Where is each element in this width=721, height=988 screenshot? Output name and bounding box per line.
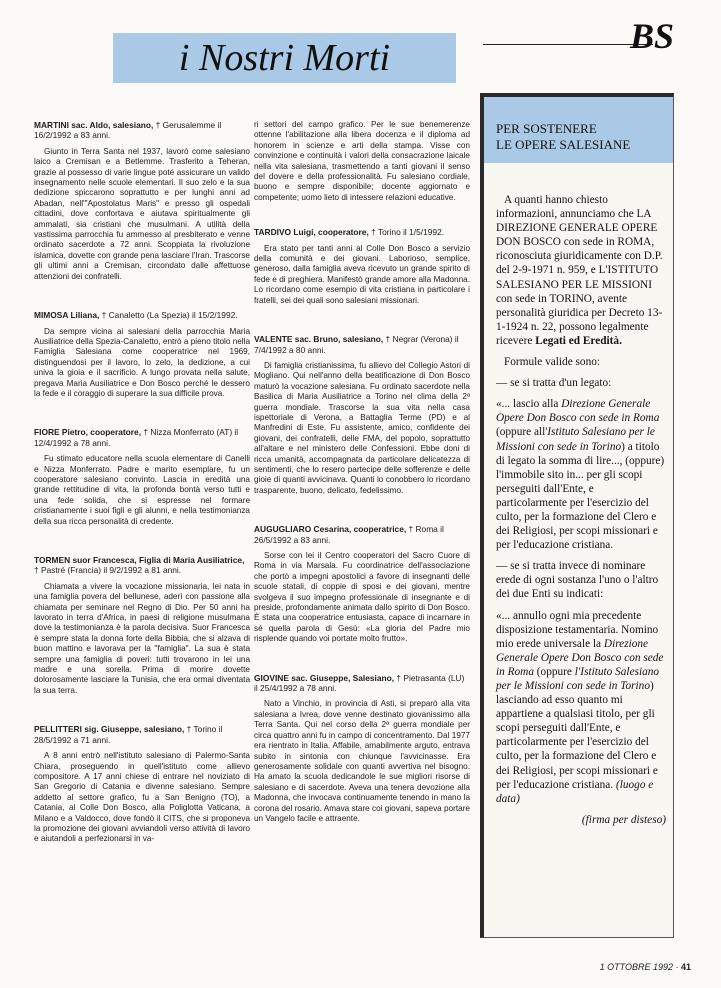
obituary-info: † Negrar (Verona) il 7/4/1992 a 80 anni. — [254, 334, 459, 355]
obituary-text: Era stato per tanti anni al Colle Don Bosco a servizio della comunità e dei giovani. Laborioso, semplice, generoso, dalla famiglia aveva ricevuto un grande spirito di fede e di preghiera. Manifestò grande amore alla Madonna. Lo ricordano come esempio di vita cristiana in particolare i fratelli, sei dei quali sono salesiani missionari. — [254, 243, 470, 305]
obituary-name: TARDIVO Luigi, cooperatore, — [254, 227, 369, 238]
legato-text-a: «... lascio alla — [496, 398, 562, 411]
obituary-name: MIMOSA Liliana, — [34, 310, 100, 321]
obituary-entry — [34, 555, 250, 696]
sidebar-intro-text: A quanti hanno chiesto informazioni, annunciamo che LA DIREZIONE GENERALE OPERE DON BOSCO con sede in ROMA, riconosciuta giuridicamente con D.P. del 2-9-1971 n. 959, e L'ISTITUTO SALESIANO PER LE MISSIONI con sede in TORINO, avente personalità giuridica per Decreto 13-1-1924 n. 22, possono legalmente ricevere — [496, 194, 663, 347]
obituary-heading — [34, 427, 250, 448]
obituary-entry — [254, 524, 470, 644]
obituary-text: Di famiglia cristianissima, fu allievo del Collegio Astori di Mogliano. Qui nell'anno della beatificazione di Don Bosco maturò la vocazione salesiana. Fu ordinato sacerdote nella Basilica di Maria Ausiliatrice a Torino nel clima della 2ª guerra mondiale. Trascorse la sua vita nella casa ispettoriale di Verona, a Battaglia Terme (PD) e al Manfredini di Este. Fu assistente, amico, confidente dei giovani, dei confratelli, delle FMA, del popolo, soprattutto all'altare e nel ministero delle Confessioni. Ebbe doni di ricca umanità, accompagnata da particolare delicatezza di sentimenti, che lo resero partecipe delle sofferenze e delle gioie di quanti avvicinava. Quanti lo conobbero lo ricordano trasparente, buono, delicato, fedelissimo. — [254, 360, 470, 495]
obituary-text: Giunto in Terra Santa nel 1937, lavorò come salesiano laico a Cremisan e a Betlemme. Trasferito a Teheran, grazie al possesso di varie lingue poté assicurare un valido insegnamento nelle scuole elementari. Il suo zelo e la sua dedizione spiccarono soprattutto e per lunghi anni ad Abadan, nell'"Apostolatus Maris" e presso gli ospedali cittadini, dove confortava e aiutava spiritualmente gli ammalati, sia cristiani che musulmani. A utilità della vastissima parrocchia fu ammesso al presbiterato e venne ordinato sacerdote a 72 anni. Scoppiata la rivoluzione islamica, dovette con grande pena lasciare l'Iran. Trascorse gli ultimi anni a Cremisan, circondato dalle affettuose attenzioni dei confratelli. — [34, 146, 250, 281]
obituary-name: PELLITTERI sig. Giuseppe, salesiano, — [34, 724, 185, 735]
erede-text-b: Direzione Generale Opere Don Bosco con sede in Roma — [496, 637, 664, 678]
obituary-info: † Torino il 28/5/1992 a 71 anni. — [34, 724, 223, 745]
obituary-entry — [34, 427, 250, 527]
footer-date: 1 OTTOBRE 1992 · — [599, 962, 681, 972]
obituary-heading — [254, 524, 470, 545]
obituary-info: † Pietrasanta (LU) il 25/4/1992 a 78 anni. — [254, 672, 465, 694]
header-rule — [483, 44, 653, 45]
obituary-heading — [34, 310, 250, 320]
erede-text-e: ) lasciando ad esso quanto mi appartiene a qualsiasi titolo, per gli scopi perseguiti dall'Ente, e particolarmente per l'esercizio del culto, per la formazione del Clero e dei Religiosi, per scopi missionari e per l'educazione cristiana. — [496, 680, 658, 791]
obituary-entry — [34, 120, 250, 282]
sidebar-signature: (firma per disteso) — [581, 813, 666, 826]
sidebar-legato-formula — [496, 397, 666, 552]
place-date: (luogo e data) — [496, 778, 654, 805]
obituary-text: Fu stimato educatore nella scuola elementare di Canelli e Nizza Monferrato. Padre e marito esemplare, fu un cooperatore salesiano convinto. Lascia in eredità una grande rettitudine di vita, la profonda bontà verso tutti e una fede solida, che si espresse nel formare cristianamente i suoi figli e gli alunni, e nella testimonianza della sua ricca personalità di credente. — [34, 454, 250, 526]
obituary-heading — [254, 227, 470, 237]
obituary-column-1 — [34, 120, 250, 851]
obituary-entry — [254, 673, 470, 825]
obituary-entry-continued — [254, 120, 470, 203]
legato-text-c: (oppure all' — [496, 426, 548, 439]
sidebar-erede-intro: — se si tratta invece di nominare erede di ogni sostanza l'uno o l'altro dei due Enti su indicati: — [496, 560, 659, 601]
erede-text-d: l'Istituto Salesiano per le Missioni con sede in Torino — [496, 665, 660, 692]
erede-text-a: «... annullo ogni mia precedente disposizione testamentaria. Nomino mio erede universale la — [496, 609, 659, 650]
obituary-text: Da sempre vicina ai salesiani della parrocchia Maria Ausiliatrice della Spezia-Canaletto, entrò a pieno titolo nella Famiglia Salesiana come cooperatrice nel 1969, distinguendosi per il lavoro, lo zelo, la dedizione, a cui univa la gioia e il sacrificio. A lungo provata nella salute, pregava Maria Ausiliatrice e Don Bosco perché le dessero la fede e il coraggio di superare la sua difficile prova. — [34, 326, 250, 398]
obituary-name: VALENTE sac. Bruno, salesiano, — [254, 334, 384, 345]
obituary-text: Nato a Vinchio, in provincia di Asti, si preparò alla vita salesiana a Ivrea, dove venne destinato giovanissimo alla Terra Santa. Qui nel corso della 2ª guerra mondiale per circa quattro anni fu in campo di concentramento. Dal 1977 era rientrato in Italia. Affabile, amabilmente arguto, entrava subito in sintonia con chiunque l'avvicinasse. Era generosamente solidale con quanti avvertiva nel bisogno. Ha amato la scuola dedicandole le sue migliori risorse di salesiano e di sacerdote. Aveva una tenera devozione alla Madonna, che invocava continuamente tenendo in mano la corona del rosario. Amava stare coi giovani, sapeva portare un Vangelo facile e attraente. — [254, 699, 470, 823]
obituary-entry — [254, 227, 470, 306]
section-title: i Nostri Morti — [178, 37, 391, 79]
obituary-info: † Nizza Monferrato (AT) il 12/4/1992 a 78 anni. — [34, 427, 239, 448]
sidebar-header — [484, 97, 673, 163]
legato-text-d: Istituto Salesiano per le Missioni con sede in Torino — [496, 426, 655, 453]
obituary-heading — [34, 120, 250, 141]
obituary-name: TORMEN suor Francesca, Figlia di Maria Ausiliatrice, — [34, 555, 245, 565]
obituary-entry — [254, 334, 470, 496]
obituary-heading — [34, 724, 250, 745]
sidebar-body — [496, 193, 666, 834]
sidebar-title — [496, 121, 666, 153]
obituary-heading — [34, 555, 250, 576]
legato-text-b: Direzione Generale Opere Don Bosco con sede in Roma — [496, 398, 660, 425]
obituary-info: † Pastré (Francia) il 9/2/1992 a 81 anni. — [34, 565, 182, 576]
obituary-text: A 8 anni entrò nell'istituto salesiano di Palermo-Santa Chiara, proseguendo in quell'istituto come allievo compositore. A 17 anni chiese di entrare nel noviziato di San Gregorio di Catania e divenne salesiano. Sempre addetto al settore grafico, fu a San Benigno (TO), a Catania, al Colle Don Bosco, alla Poliglotta Vaticana, a Milano e a Valdocco, dove fondò il CITS, che si proponeva la promozione dei giovani avviandoli verso attività di lavoro e aiutandoli a perfezionarsi in va- — [34, 751, 250, 844]
legato-text-e: ) a titolo di legato la somma di lire..., (oppure) l'immobile sito in... per gli scopi perseguiti dall'Ente, e particolarmente per l'esercizio del culto, per la formazione del Clero e dei Religiosi, per scopi missionari e per l'educazione cristiana. — [496, 440, 665, 552]
erede-text-c: (oppure — [533, 665, 575, 678]
obituary-heading — [254, 673, 470, 694]
page-footer — [600, 962, 691, 972]
obituary-name: AUGUGLIARO Cesarina, cooperatrice, — [254, 524, 407, 535]
obituary-text: Sorse con lei il Centro cooperatori del Sacro Cuore di Roma in via Marsala. Fu coordinatrice dell'associazione che portò a impegni apostolici a favore di insegnanti delle scuole statali, di coppie di sposi e dei giovani, mentre svolgeva il suo impegno professionale di insegnante e di preside, profondamente animata dallo spirito di Don Bosco. È stata una cooperatrice entusiasta, capace di incarnare in sé quella parola di Gesù: «La gloria del Padre mio risplende quando voi portate molto frutto». — [254, 551, 470, 644]
obituary-text: ri settori del campo grafico. Per le sue benemerenze ottenne l'abilitazione alla libera docenza e il diploma ad honorem in scienze e arti della stampa. Visse con convinzione e continuità i valori della consacrazione laicale nella vita salesiana, trasmettendo a tanti giovani il senso del dovere e della professionalità. Fu salesiano cordiale, buono e sempre disponibile; docente aggiornato e competente; uomo lieto di intessere relazioni educative. — [254, 120, 470, 202]
obituary-info: † Gerusalemme il 16/2/1992 a 83 anni. — [34, 120, 222, 141]
obituary-name: MARTINI sac. Aldo, salesiano, — [34, 120, 154, 130]
obituary-name: FIORE Pietro, cooperatore, — [34, 427, 142, 438]
bs-logo: BS — [630, 16, 675, 56]
sidebar-title-line-1: PER SOSTENERE — [496, 121, 597, 136]
legacy-sidebar-box — [480, 93, 674, 938]
section-banner — [113, 33, 456, 83]
sidebar-erede-formula — [496, 609, 666, 806]
obituary-entry — [34, 310, 250, 399]
obituary-text: Chiamata a vivere la vocazione missionaria, lei nata in una famiglia povera del bellunese, aderì con passione alla chiamata per seminare nel Regno di Dio. Per 50 anni ha lavorato in terra d'Africa, in paesi di religione musulmana dove la testimonianza è la parola decisiva. Suor Francesca è sempre stata la donna forte della Bibbia, che si alzava di buon mattino e lavorava per la "famiglia". La sua è stata sempre una famiglia di poveri: tutti trovarono in lei una madre e una sorella. Prima di morire dovette dolorosamente lasciare la Tunisia, che era ormai diventata la sua terra. — [34, 581, 250, 695]
obituary-heading — [254, 334, 470, 355]
sidebar-intro — [496, 193, 666, 348]
obituary-entry — [34, 724, 250, 844]
obituary-info: † Canaletto (La Spezia) il 15/2/1992. — [99, 310, 238, 321]
obituary-info: † Torino il 1/5/1992. — [368, 227, 445, 238]
obituary-name: GIOVINE sac. Giuseppe, Salesiano, — [254, 672, 395, 683]
obituary-column-2 — [254, 120, 470, 830]
sidebar-title-line-2: LE OPERE SALESIANE — [496, 137, 631, 152]
page-number: 41 — [680, 962, 691, 972]
sidebar-formule: Formule valide sono: — [504, 356, 601, 369]
obituary-info: † Roma il 26/5/1992 a 83 anni. — [254, 524, 444, 545]
sidebar-intro-bold: Legati ed Eredità. — [535, 334, 622, 347]
sidebar-legato-intro: — se si tratta d'un legato: — [496, 377, 612, 390]
